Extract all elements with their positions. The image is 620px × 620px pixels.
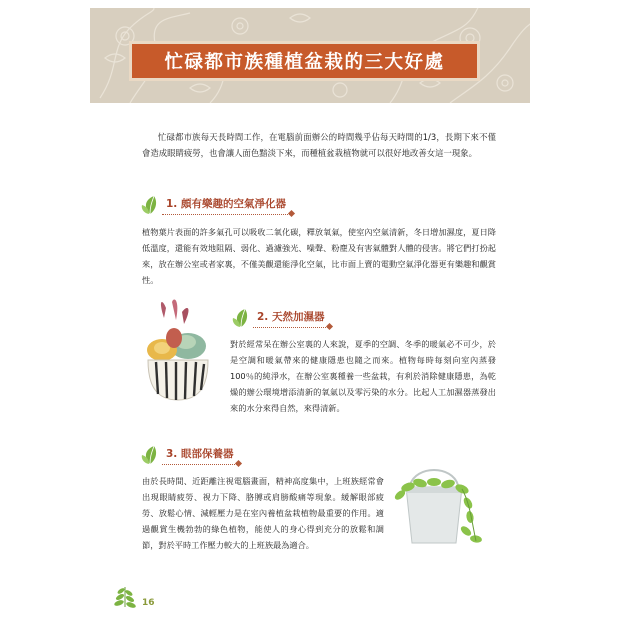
section-2-title: 2. 天然加濕器 bbox=[253, 309, 330, 328]
page-title-box bbox=[132, 44, 477, 78]
leaf-icon bbox=[140, 444, 162, 466]
succulent-pot-image bbox=[138, 298, 218, 408]
section-1-title: 1. 頗有樂趣的空氣淨化器 bbox=[162, 196, 292, 215]
section-2-body: 對於經常呆在辦公室裏的人來說，夏季的空調、冬季的暖氣必不可少，於是空調和暖氣帶來的健康隱患也隨之而來。植物每時每刻向室內蒸發100％的純淨水，在辦公室裏種養一些盆栽，有利於消除健康隱患，為乾燥的辦公環境增添清新的氧氣以及零污染的水分。比起人工加濕器蒸發出來的水分來得自然，來得清新。 bbox=[230, 339, 496, 413]
section-1-body: 植物葉片表面的許多氣孔可以吸收二氧化碳，釋放氧氣，使室內空氣清新，冬日增加濕度，夏日降低溫度，還能有效地阻隔、弱化、過濾強光、噪聲、粉塵及有害氣體對人體的侵害。將它們打扮起來，放在辦公室或者家裏，不僅美觀還能淨化空氣，比市面上賣的電動空氣淨化器更有樂趣和觀賞性。 bbox=[142, 227, 496, 285]
section-3-heading bbox=[140, 444, 239, 466]
leaf-icon bbox=[231, 307, 253, 329]
section-1-heading bbox=[140, 194, 292, 216]
hanging-plant-image bbox=[390, 463, 485, 553]
section-3-title: 3. 眼部保養器 bbox=[162, 446, 239, 465]
page bbox=[90, 8, 530, 612]
section-2-heading bbox=[231, 307, 330, 329]
page-number: 16 bbox=[142, 598, 155, 608]
title-banner bbox=[90, 8, 530, 103]
leaf-icon bbox=[140, 194, 162, 216]
page-title: 忙碌都市族種植盆栽的三大好處 bbox=[164, 52, 445, 73]
leaf-sprig-icon bbox=[112, 583, 138, 609]
section-3-body: 由於長時間、近距離注視電腦畫面，精神高度集中，上班族經常會出現眼睛疲勞、視力下降、胳膊或肩膀酸痛等現象。緩解眼部疲勞、放鬆心情、減輕壓力是在室內養植盆栽植物最重要的作用。適過觀賞生機勃勃的綠色植物，能使人的身心得到充分的放鬆和調節，對於平時工作壓力較大的上班族最為適合。 bbox=[142, 476, 384, 550]
intro-paragraph: 忙碌都市族每天長時間工作，在電腦前面辦公的時間幾乎佔每天時間的1/3，長期下來不僅會造成眼睛疲勞，也會讓人面色黯淡下來，而種植盆栽植物就可以很好地改善女這一現象。 bbox=[142, 132, 496, 158]
